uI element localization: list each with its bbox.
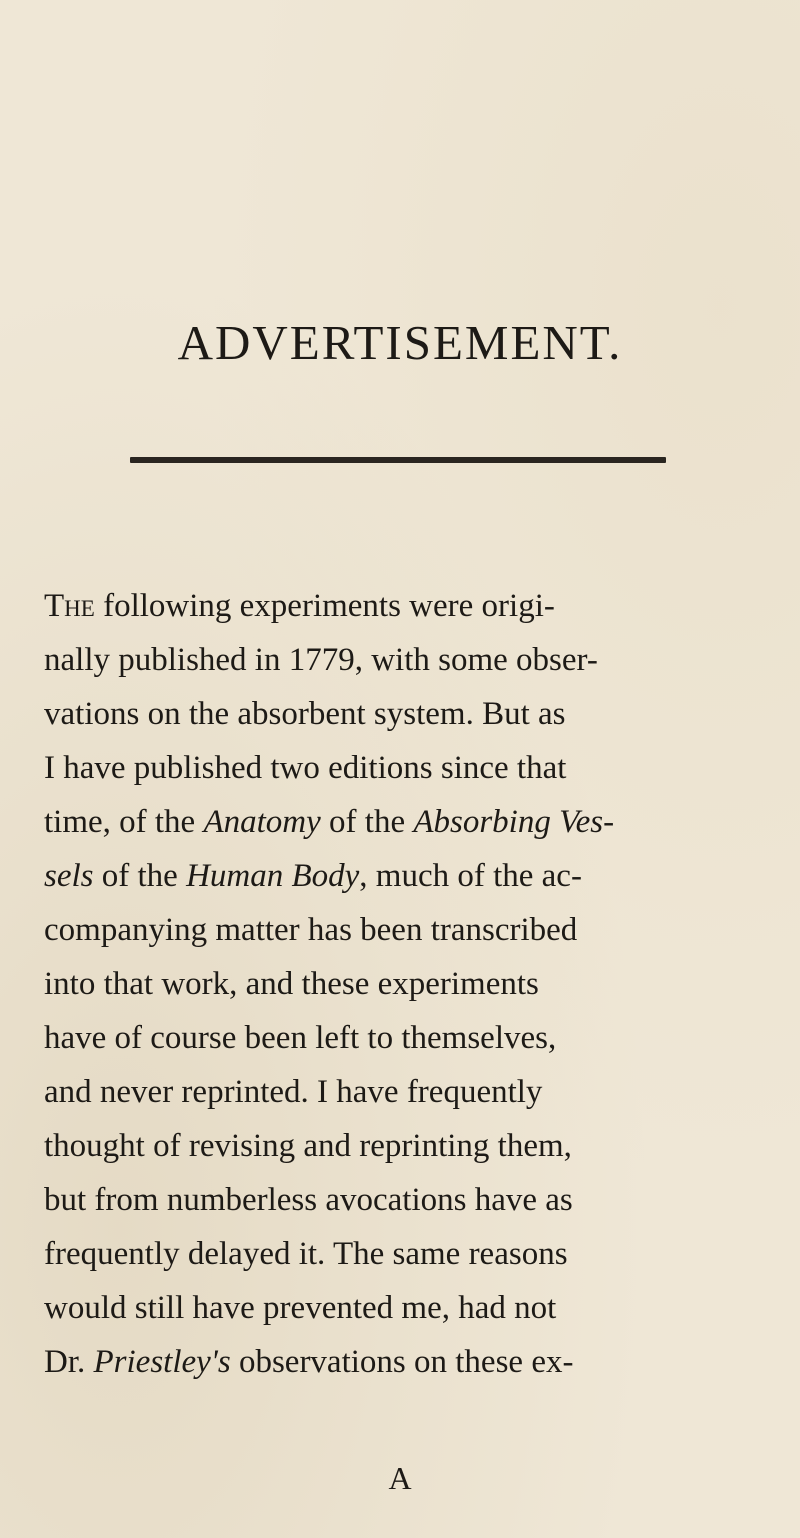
text-line: and never reprinted. I have frequently [44,1074,543,1110]
text-line: nally published in 1779, with some obser- [44,642,598,678]
text-line: Dr. Priestley's observations on these ex- [44,1344,574,1380]
italic-title: sels [44,858,94,894]
text-line: frequently delayed it. The same reasons [44,1236,568,1272]
text-line: companying matter has been transcribed [44,912,578,948]
signature-mark: A [388,1460,412,1496]
text-line: would still have prevented me, had not [44,1290,557,1326]
text-line: I have published two editions since that [44,750,567,786]
text-line: into that work, and these experiments [44,966,539,1002]
text-line: have of course been left to themselves, [44,1020,557,1056]
text-line: but from numberless avocations have as [44,1182,573,1218]
text-line: vations on the absorbent system. But as [44,696,566,732]
text-line: The following experiments were origi- [44,588,555,624]
text-line: sels of the Human Body, much of the ac- [44,858,582,894]
italic-title: Anatomy [203,804,321,840]
text-line: time, of the Anatomy of the Absorbing Ves- [44,804,615,840]
text-line: thought of revising and reprinting them, [44,1128,572,1164]
italic-name: Priestley's [93,1344,231,1380]
page-heading: ADVERTISEMENT. [177,315,623,370]
drop-word: The [44,588,95,624]
italic-title: Absorbing Ves- [413,804,615,840]
heading-rule [130,457,666,463]
italic-title: Human Body [186,858,360,894]
